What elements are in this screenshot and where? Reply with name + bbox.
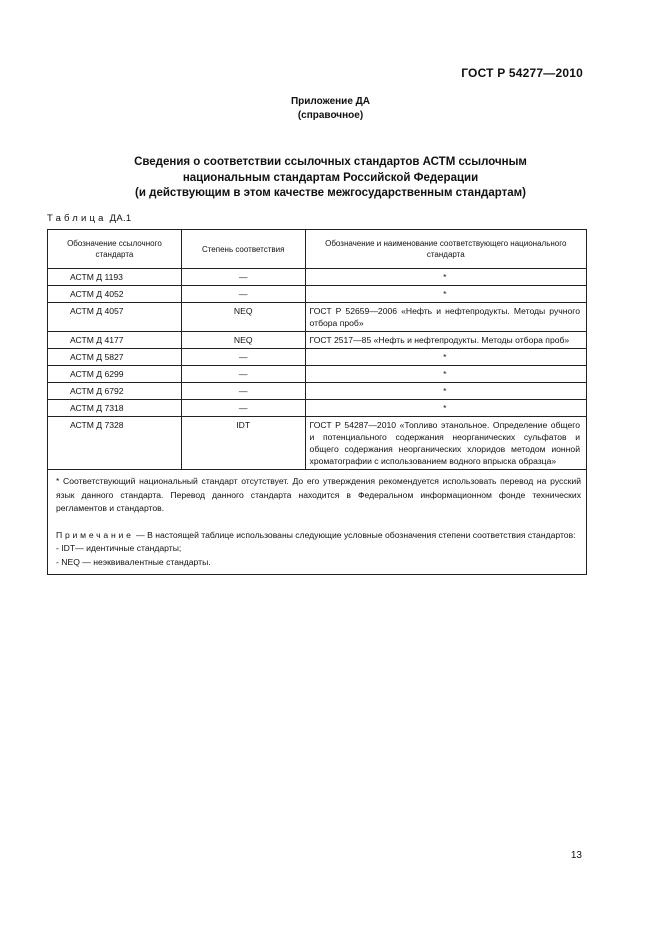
table-body — [48, 269, 587, 470]
table-label — [47, 213, 132, 224]
row-degree: NEQ — [181, 303, 305, 332]
footnote: * Соответствующий национальный стандарт отсутствует. До его утверждения рекомендуется использовать перевод на русский язык данного стандарта. Перевод данного стандарта находится в Федеральном информационном фонде технических регламентов и стандартов. — [56, 476, 581, 513]
row-ref-standard: АСТМ Д 4052 — [48, 286, 182, 303]
note-paragraph — [56, 529, 581, 543]
table-row — [48, 303, 587, 332]
row-national-standard: ГОСТ Р 54287—2010 «Топливо этанольное. Определение общего и потенциального содержания неорганических сульфатов и общего содержания неорганических хлоридов методом ионной хроматографии с использованием водного впрыска образца» — [305, 417, 586, 470]
row-ref-standard: АСТМ Д 7328 — [48, 417, 182, 470]
title-line: национальным стандартам Российской Федерации — [182, 171, 479, 184]
row-national-standard: ГОСТ Р 52659—2006 «Нефть и нефтепродукты. Методы ручного отбора проб» — [305, 303, 586, 332]
row-ref-standard: АСТМ Д 5827 — [48, 349, 182, 366]
row-national-standard: * — [305, 286, 586, 303]
header-ref-standard: Обозначение ссылочного стандарта — [48, 230, 182, 269]
row-degree: — — [181, 349, 305, 366]
note-text: — В настоящей таблице использованы следующие условные обозначения степени соответствия стандартов: — [136, 529, 576, 540]
row-national-standard: * — [305, 400, 586, 417]
row-ref-standard: АСТМ Д 4057 — [48, 303, 182, 332]
table-row — [48, 383, 587, 400]
title-line: Сведения о соответствии ссылочных стандартов АСТМ ссылочным — [134, 156, 527, 168]
row-degree: — — [181, 366, 305, 383]
row-degree: — — [181, 400, 305, 417]
row-national-standard: * — [305, 349, 586, 366]
table-row — [48, 349, 587, 366]
row-ref-standard: АСТМ Д 7318 — [48, 400, 182, 417]
table-notes-row — [48, 470, 587, 575]
table-label-id: ДА.1 — [109, 213, 132, 224]
table-row — [48, 332, 587, 349]
note-label: Примечание — [56, 529, 134, 540]
correspondence-table — [47, 229, 587, 575]
note-item: - IDT— идентичные стандарты; — [56, 543, 182, 553]
row-ref-standard: АСТМ Д 6792 — [48, 383, 182, 400]
page-number: 13 — [570, 850, 582, 861]
header-national-standard: Обозначение и наименование соответствующего национального стандарта — [305, 230, 586, 269]
row-ref-standard: АСТМ Д 1193 — [48, 269, 182, 286]
annex-title: Приложение ДА — [290, 96, 371, 107]
annex-subtitle: (справочное) — [297, 110, 364, 121]
header-degree: Степень соответствия — [181, 230, 305, 269]
title-line: (и действующим в этом качестве межгосударственным стандартам) — [135, 187, 526, 199]
row-national-standard: * — [305, 366, 586, 383]
table-notes — [48, 470, 587, 575]
row-ref-standard: АСТМ Д 6299 — [48, 366, 182, 383]
table-row — [48, 417, 587, 470]
row-ref-standard: АСТМ Д 4177 — [48, 332, 182, 349]
table-label-prefix: Таблица — [47, 213, 107, 224]
row-national-standard: * — [305, 383, 586, 400]
annex-heading — [0, 95, 661, 123]
row-degree: — — [181, 269, 305, 286]
row-degree: IDT — [181, 417, 305, 470]
row-national-standard: ГОСТ 2517—85 «Нефть и нефтепродукты. Методы отбора проб» — [305, 332, 586, 349]
row-degree: — — [181, 383, 305, 400]
table-row — [48, 400, 587, 417]
row-degree: NEQ — [181, 332, 305, 349]
document-code: ГОСТ Р 54277—2010 — [461, 66, 583, 80]
table-header-row — [48, 230, 587, 269]
note-item: - NEQ — неэквивалентные стандарты. — [56, 556, 211, 567]
table-row — [48, 286, 587, 303]
table-row — [48, 269, 587, 286]
row-degree: — — [181, 286, 305, 303]
table-row — [48, 366, 587, 383]
row-national-standard: * — [305, 269, 586, 286]
section-title — [70, 155, 591, 202]
